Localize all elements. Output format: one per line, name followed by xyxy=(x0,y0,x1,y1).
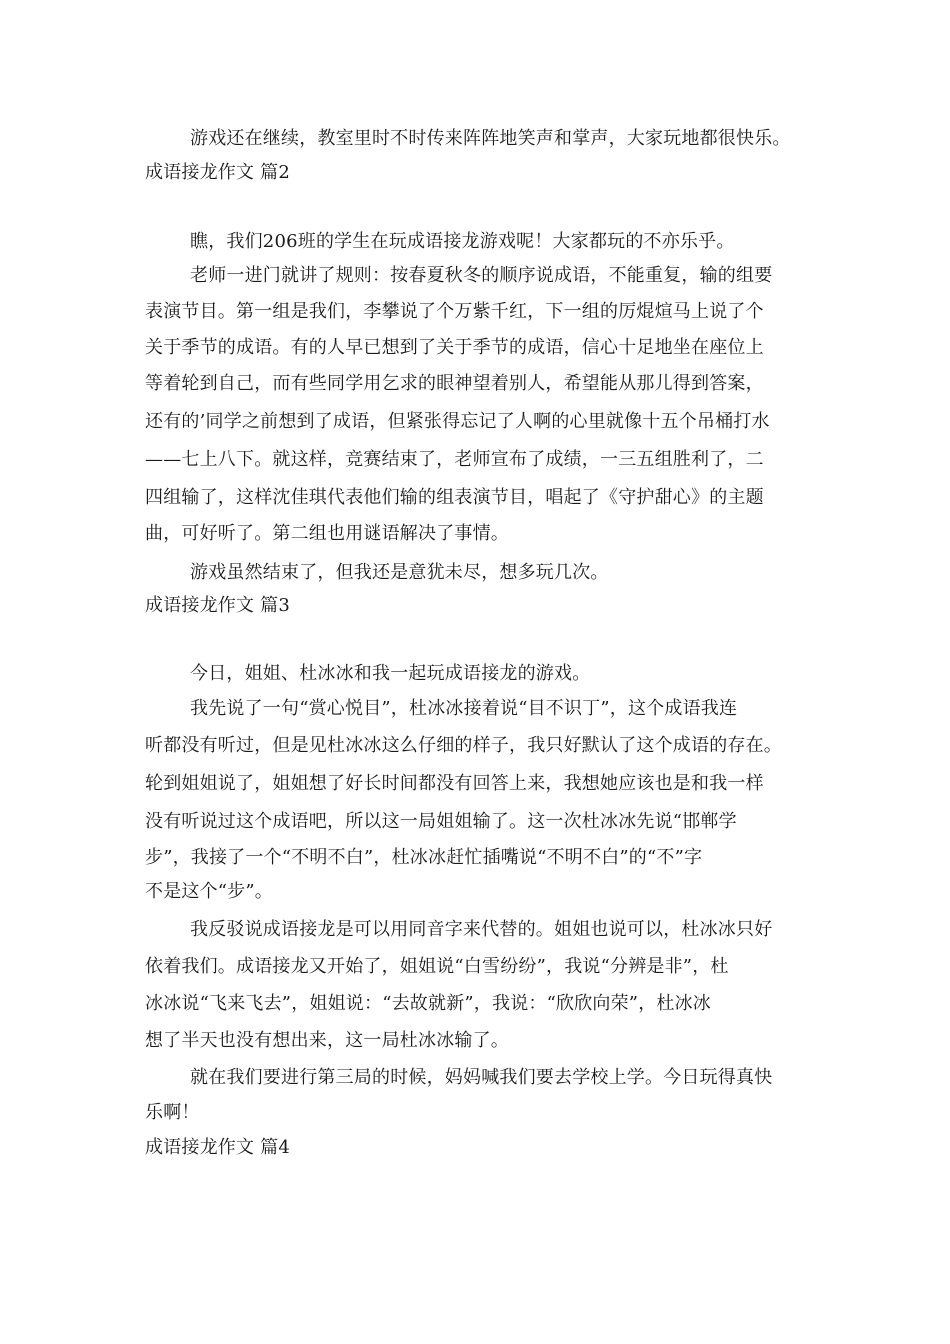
paragraph-line: 还有的’同学之前想到了成语，但紧张得忘记了人啊的心里就像十五个吊桶打水 xyxy=(145,411,770,432)
paragraph-line: 表演节目。第一组是我们，李攀说了个万紫千红，下一组的厉焜煊马上说了个 xyxy=(145,301,764,322)
paragraph-line: 今日，姐姐、杜冰冰和我一起玩成语接龙的游戏。 xyxy=(190,663,591,684)
paragraph-line: 就在我们要进行第三局的时候，妈妈喊我们要去学校上学。今日玩得真快 xyxy=(190,1067,773,1088)
section-heading: 成语接龙作文 篇3 xyxy=(145,595,290,616)
paragraph-line: 轮到姐姐说了，姐姐想了好长时间都没有回答上来，我想她应该也是和我一样 xyxy=(145,773,764,794)
section-heading: 成语接龙作文 篇2 xyxy=(145,162,290,183)
paragraph-line: ——七上八下。就这样，竞赛结束了，老师宣布了成绩，一三五组胜利了，二 xyxy=(145,449,764,470)
paragraph-line: 我反驳说成语接龙是可以用同音字来代替的。姐姐也说可以，杜冰冰只好 xyxy=(190,919,773,940)
paragraph-line: 老师一进门就讲了规则：按春夏秋冬的顺序说成语，不能重复，输的组要 xyxy=(190,265,773,286)
paragraph-line: 游戏虽然结束了，但我还是意犹未尽，想多玩几次。 xyxy=(190,562,609,583)
paragraph-line: 没有听说过这个成语吧，所以这一局姐姐输了。这一次杜冰冰先说“邯郸学 xyxy=(145,811,737,832)
paragraph-line: 等着轮到自己，而有些同学用乞求的眼神望着别人，希望能从那儿得到答案， xyxy=(145,373,764,394)
paragraph-line: 关于季节的成语。有的人早已想到了关于季节的成语，信心十足地坐在座位上 xyxy=(145,337,764,358)
paragraph-line: 听都没有听过，但是见杜冰冰这么仔细的样子，我只好默认了这个成语的存在。 xyxy=(145,735,782,756)
paragraph-line: 冰冰说“飞来飞去”，姐姐说：“去故就新”，我说：“欣欣向荣”，杜冰冰 xyxy=(145,993,712,1014)
section-heading: 成语接龙作文 篇4 xyxy=(145,1137,290,1158)
paragraph-line: 步”，我接了一个“不明不白”，杜冰冰赶忙插嘴说“不明不白”的“不”字 xyxy=(145,847,703,868)
paragraph-line: 乐啊！ xyxy=(145,1102,200,1123)
paragraph-line: 不是这个“步”。 xyxy=(145,881,274,902)
paragraph-line: 想了半天也没有想出来，这一局杜冰冰输了。 xyxy=(145,1030,509,1051)
paragraph-line: 游戏还在继续，教室里时不时传来阵阵地笑声和掌声，大家玩地都很快乐。 xyxy=(190,128,791,149)
paragraph-line: 四组输了，这样沈佳琪代表他们输的组表演节目，唱起了《守护甜心》的主题 xyxy=(145,487,764,508)
paragraph-line: 曲，可好听了。第二组也用谜语解决了事情。 xyxy=(145,523,509,544)
paragraph-line: 我先说了一句“赏心悦目”，杜冰冰接着说“目不识丁”，这个成语我连 xyxy=(190,698,738,719)
paragraph-line: 依着我们。成语接龙又开始了，姐姐说“白雪纷纷”，我说“分辨是非”，杜 xyxy=(145,956,729,977)
paragraph-line: 瞧，我们206班的学生在玩成语接龙游戏呢！大家都玩的不亦乐乎。 xyxy=(190,231,735,252)
